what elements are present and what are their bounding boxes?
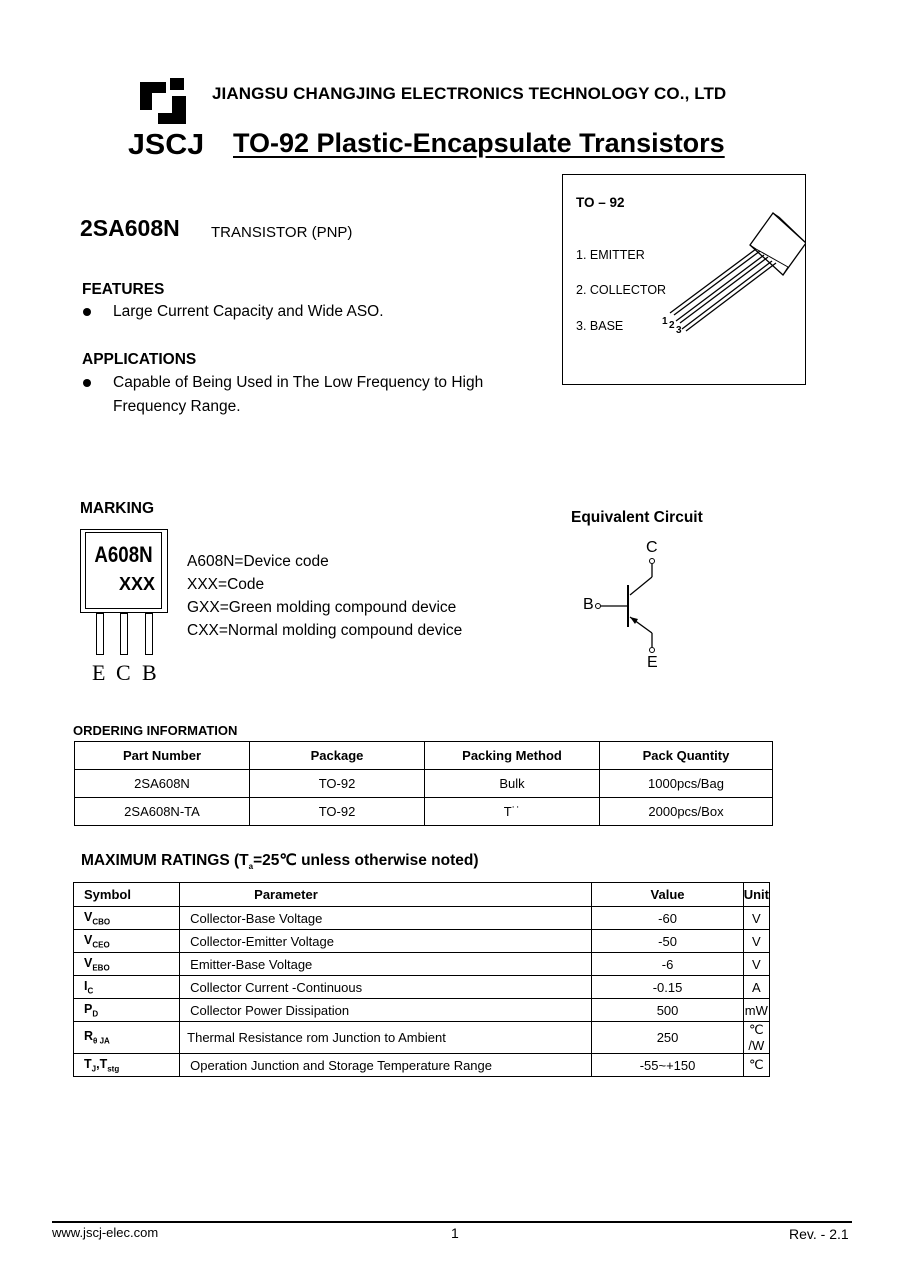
unit-cell: V — [743, 930, 769, 953]
marking-legend-4: CXX=Normal molding compound device — [187, 622, 463, 639]
parameter-cell: Operation Junction and Storage Temperature Range — [180, 1054, 592, 1077]
pin-number-1: 1 — [662, 316, 668, 327]
table-row — [74, 930, 770, 953]
features-heading: FEATURES — [82, 281, 165, 298]
pin-base: 3. BASE — [576, 319, 624, 333]
application-line-2: Frequency Range. — [113, 398, 241, 415]
column-header: Value — [592, 883, 743, 907]
table-cell: 2000pcs/Box — [600, 798, 773, 826]
logo-text: JSCJ — [128, 129, 205, 161]
symbol-cell: $R_{\theta JA}$ — [74, 1022, 180, 1054]
value-cell: 250 — [592, 1022, 743, 1054]
marking-device-code: A608N — [94, 542, 153, 567]
package-box — [562, 174, 806, 385]
package-name: TO – 92 — [576, 195, 625, 210]
footer-rule — [52, 1221, 852, 1223]
bullet-icon — [83, 308, 91, 316]
max-ratings-heading: MAXIMUM RATINGS ($T_a=25℃$ unless otherwise noted) — [81, 852, 479, 872]
table-cell: 1000pcs/Bag — [600, 770, 773, 798]
feature-item: Large Current Capacity and Wide ASO. — [113, 303, 384, 320]
ordering-heading: ORDERING INFORMATION — [73, 723, 238, 738]
value-cell: -55~+150 — [592, 1054, 743, 1077]
circuit-label-c: C — [646, 539, 658, 556]
document-title: TO-92 Plastic-Encapsulate Transistors — [233, 128, 725, 158]
table-row — [74, 907, 770, 930]
marking-package-body — [80, 529, 168, 613]
column-header: Parameter — [180, 883, 592, 907]
marking-lead-c — [120, 613, 128, 655]
unit-cell: V — [743, 907, 769, 930]
table-row — [74, 953, 770, 976]
symbol-cell: $T_J,T_{stg}$ — [74, 1054, 180, 1077]
parameter-cell: Collector-Base Voltage — [180, 907, 592, 930]
equivalent-circuit-heading: Equivalent Circuit — [571, 509, 703, 526]
table-cell: Bulk — [425, 770, 600, 798]
table-cell: 2SA608N-TA — [75, 798, 250, 826]
application-line-1: Capable of Being Used in The Low Frequency to High — [113, 374, 484, 391]
value-cell: -50 — [592, 930, 743, 953]
column-header: Package — [250, 742, 425, 770]
column-header: Part Number — [75, 742, 250, 770]
marking-lead-b — [145, 613, 153, 655]
pin-collector: 2. COLLECTOR — [576, 283, 667, 297]
company-name: JIANGSU CHANGJING ELECTRONICS TECHNOLOGY CO., LTD — [212, 84, 727, 103]
table-cell: T˙˙ — [425, 798, 600, 826]
column-header: Symbol — [74, 883, 180, 907]
circuit-label-b: B — [583, 596, 594, 613]
marking-heading: MARKING — [80, 500, 155, 517]
table-cell: 2SA608N — [75, 770, 250, 798]
marking-legend-2: XXX=Code — [187, 576, 265, 593]
column-header: Packing Method — [425, 742, 600, 770]
table-row — [74, 976, 770, 999]
value-cell: -0.15 — [592, 976, 743, 999]
table-header-row — [74, 883, 770, 907]
pin-emitter: 1. EMITTER — [576, 248, 645, 262]
value-cell: -60 — [592, 907, 743, 930]
max-ratings-table — [73, 882, 770, 1077]
marking-legend-1: A608N=Device code — [187, 553, 329, 570]
pin-number-3: 3 — [676, 325, 682, 336]
parameter-cell: Collector Power Dissipation — [180, 999, 592, 1022]
footer-url[interactable]: www.jscj-elec.com — [52, 1225, 159, 1240]
unit-cell: V — [743, 953, 769, 976]
marking-legend-3: GXX=Green molding compound device — [187, 599, 457, 616]
marking-lead-e — [96, 613, 104, 655]
symbol-cell: $I_C$ — [74, 976, 180, 999]
parameter-cell: Collector Current -Continuous — [180, 976, 592, 999]
unit-cell: ℃ — [743, 1054, 769, 1077]
symbol-cell: $V_{CEO}$ — [74, 930, 180, 953]
table-row — [75, 798, 773, 826]
symbol-cell: $V_{EBO}$ — [74, 953, 180, 976]
pnp-transistor-symbol — [590, 555, 670, 660]
column-header: Unit — [743, 883, 769, 907]
table-row — [74, 999, 770, 1022]
company-logo-mark — [140, 78, 190, 126]
marking-pin-e: E — [92, 660, 106, 685]
marking-pin-b: B — [142, 660, 157, 685]
pin-number-2: 2 — [669, 320, 675, 331]
transistor-type: TRANSISTOR (PNP) — [211, 224, 353, 241]
page-number: 1 — [451, 1225, 459, 1241]
table-row — [74, 1022, 770, 1054]
table-header-row — [75, 742, 773, 770]
table-row — [75, 770, 773, 798]
column-header: Pack Quantity — [600, 742, 773, 770]
marking-pin-c: C — [116, 660, 131, 685]
unit-cell: mW — [743, 999, 769, 1022]
revision: Rev. - 2.1 — [789, 1226, 849, 1242]
ordering-table — [74, 741, 773, 826]
marking-code: XXX — [119, 574, 156, 594]
symbol-cell: $P_D$ — [74, 999, 180, 1022]
to92-package-icon — [658, 205, 806, 345]
table-cell: TO-92 — [250, 770, 425, 798]
value-cell: 500 — [592, 999, 743, 1022]
unit-cell: ℃ /W — [743, 1022, 769, 1054]
table-cell: TO-92 — [250, 798, 425, 826]
applications-heading: APPLICATIONS — [82, 351, 197, 368]
bullet-icon — [83, 379, 91, 387]
parameter-cell: Thermal Resistance rom Junction to Ambient — [180, 1022, 592, 1054]
parameter-cell: Emitter-Base Voltage — [180, 953, 592, 976]
table-row — [74, 1054, 770, 1077]
circuit-label-e: E — [647, 654, 658, 671]
parameter-cell: Collector-Emitter Voltage — [180, 930, 592, 953]
symbol-cell: $V_{CBO}$ — [74, 907, 180, 930]
part-number: 2SA608N — [80, 215, 180, 241]
unit-cell: A — [743, 976, 769, 999]
value-cell: -6 — [592, 953, 743, 976]
